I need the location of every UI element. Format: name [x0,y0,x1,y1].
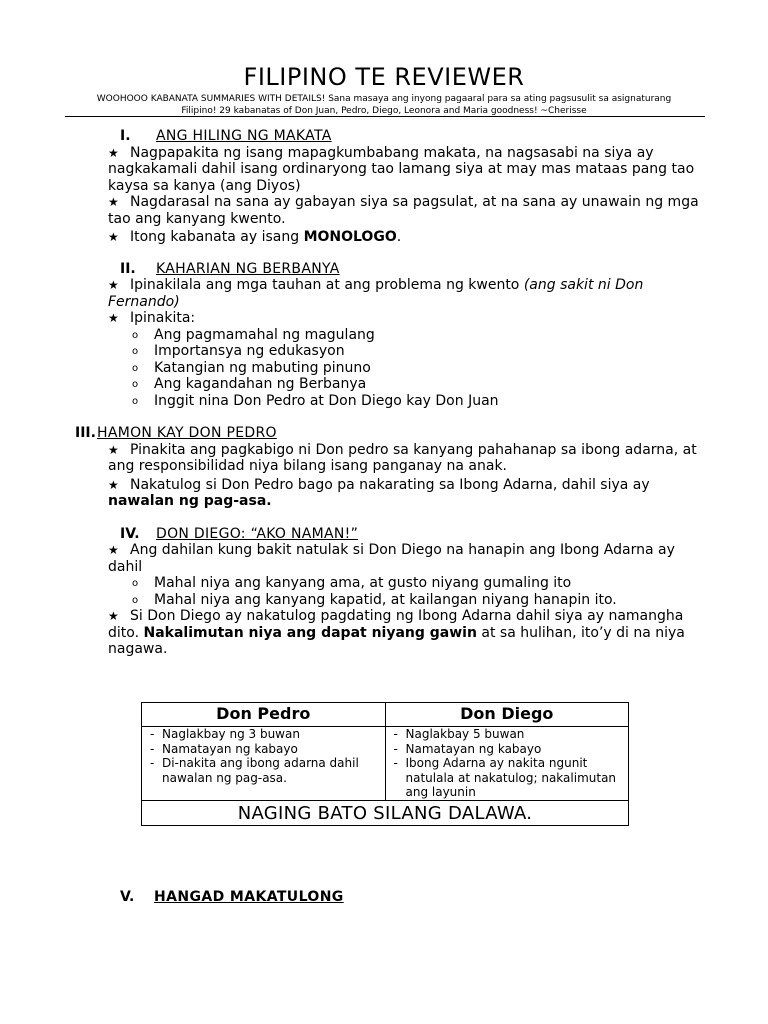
circle-bullet-icon: o [132,346,139,357]
star-bullet-icon: ★ [108,278,119,292]
dash-bullet-icon: - [393,756,398,770]
section-title: HAMON KAY DON PEDRO [97,425,277,441]
dash-bullet-icon: - [150,741,155,756]
bullet-item: ★ Pinakita ang pagkabigo ni Don pedro sa kanyang pahahanap sa ibong adarna, at ang responsibilidad niya bilang isang panganay na anak. [108,441,697,474]
circle-bullet-icon: o [132,395,139,407]
circle-bullet-icon: o [132,594,139,606]
dash-bullet-icon: - [150,756,155,770]
star-bullet-icon: ★ [108,230,119,244]
circle-bullet-icon: o [132,329,139,341]
comparison-table [141,702,629,826]
section-number: IV. [120,525,140,542]
list-item: o Katangian ng mabuting pinuno [132,359,371,376]
list-item: - Naglakbay ng 3 buwan [150,727,300,741]
header-divider [65,116,705,117]
list-item: o Ang kagandahan ng Berbanya [132,376,367,392]
section-title: HANGAD MAKATULONG [154,889,344,905]
list-item: - Namatayan ng kabayo [393,741,542,756]
section-number: V. [120,889,135,905]
table-footer: NAGING BATO SILANG DALAWA. [142,800,629,825]
sub-list [108,327,708,410]
document-title: FILIPINO TE REVIEWER [243,63,525,91]
section-title: ANG HILING NG MAKATA [156,128,332,144]
star-bullet-icon: ★ [108,442,119,457]
list-item: o Inggit nina Don Pedro at Don Diego kay Don Juan [132,392,499,409]
list-item: - Naglakbay 5 buwan [393,727,525,741]
list-item: - Namatayan ng kabayo [150,741,298,756]
list-item: - Di-nakita ang ibong adarna dahil nawalan ng pag-asa. [150,756,359,785]
bullet-item: ★ Ang dahilan kung bakit natulak si Don Diego na hanapin ang Ibong Adarna ay dahil [108,542,675,575]
star-bullet-icon: ★ [108,195,119,209]
bullet-item: ★ Itong kabanata ay isang MONOLOGO. [108,229,402,245]
star-bullet-icon: ★ [108,145,119,160]
dash-bullet-icon: - [393,727,398,741]
section-number: I. [120,128,131,144]
document-body [75,128,708,658]
table-cell-don-diego [385,727,629,801]
bullet-item: ★ Nagpapakita ng isang mapagkumbabang makata, na nagsasabi na siya ay nagkakamali dahil isang ordinaryong tao lamang siya at may mas mataas pang tao kaysa sa kanya (ang Diyos) [108,144,695,194]
table-header-row [142,703,629,727]
list-item: o Importansya ng edukasyon [132,343,345,359]
list-item: o Mahal niya ang kanyang ama, at gusto niyang gumaling ito [132,575,572,591]
section-number: II. [120,260,136,277]
table-header-don-diego: Don Diego [385,703,629,727]
circle-bullet-icon: o [132,379,139,390]
section-number: III. [75,425,96,441]
star-bullet-icon: ★ [108,543,119,557]
section-heading-4 [120,526,708,543]
list-item: - Ibong Adarna ay nakita ngunit natulala at nakatulog; nakalimutan ang layunin [393,756,617,799]
star-bullet-icon: ★ [108,477,119,492]
list-item: o Mahal niya ang kanyang kapatid, at kailangan niyang hanapin ito. [132,591,617,608]
section-title: DON DIEGO: “AKO NAMAN!” [156,525,359,542]
dash-bullet-icon: - [393,741,398,756]
bullet-item: ★ Ipinakita: [108,310,196,326]
table-footer-row [142,800,629,825]
bullet-item: ★ Si Don Diego ay nakatulog pagdating ng Ibong Adarna dahil siya ay namangha dito. Nakalimutan niya ang dapat niyang gawin at sa hulihan, ito’y di na niya nagawa. [108,608,685,657]
bullet-item: ★ Nagdarasal na sana ay gabayan siya sa pagsulat, at na sana ay unawain ng mga tao ang kanyang kwento. [108,194,699,227]
section-heading-2 [120,261,708,278]
section-heading-1 [120,128,708,145]
bullet-item: ★ Nakatulog si Don Pedro bago pa nakarating sa Ibong Adarna, dahil siya ay nawalan ng pag-asa. [108,476,650,509]
section-heading-5 [120,889,344,905]
sub-list [108,575,708,608]
dash-bullet-icon: - [150,727,155,741]
circle-bullet-icon: o [132,362,139,374]
star-bullet-icon: ★ [108,609,119,623]
table-row [142,727,629,801]
section-title: KAHARIAN NG BERBANYA [156,260,340,277]
list-item: o Ang pagmamahal ng magulang [132,326,375,343]
document-subtitle: WOOHOOO KABANATA SUMMARIES WITH DETAILS! Sana masaya ang inyong pagaaral para sa ating pagsusulit sa asignaturang Filipino! 29 kabanatas of Don Juan, Pedro, Diego, Leonora and Maria goodness! ~Cherisse [96,94,672,116]
bullet-item: ★ Ipinakilala ang mga tauhan at ang problema ng kwento (ang sakit ni Don Fernando) [108,277,644,310]
table-header-don-pedro: Don Pedro [142,703,386,727]
table-cell-don-pedro [142,727,386,801]
circle-bullet-icon: o [132,578,139,589]
star-bullet-icon: ★ [108,311,119,325]
section-heading-3 [75,425,708,442]
